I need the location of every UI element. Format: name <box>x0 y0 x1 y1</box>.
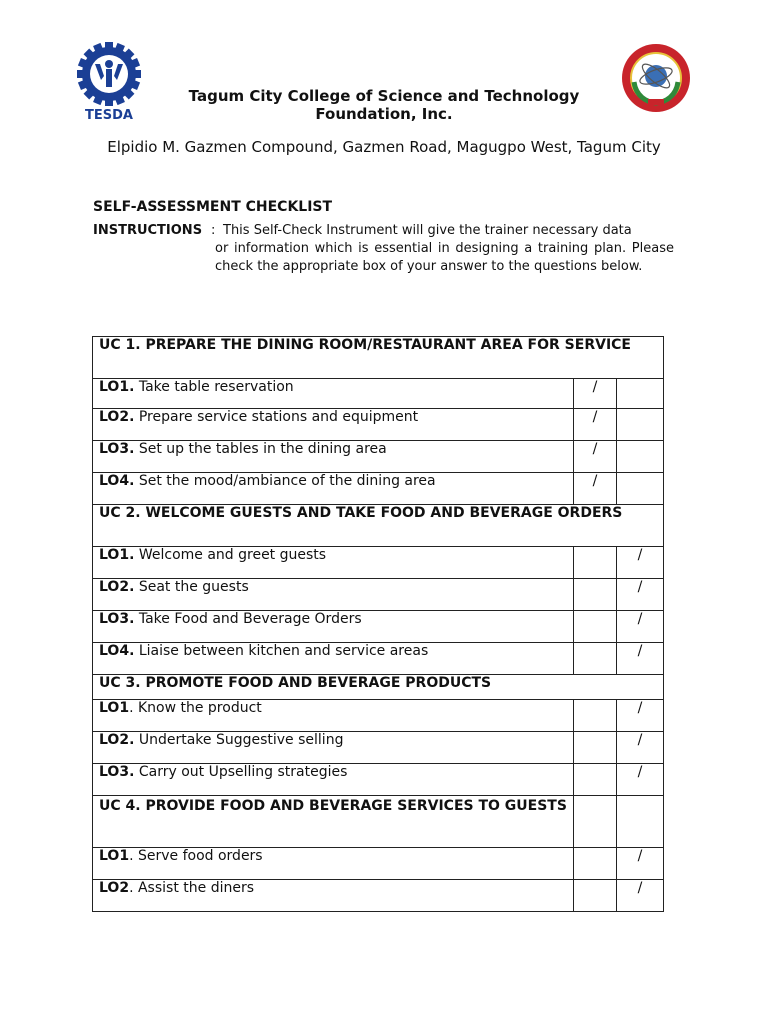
lo-text: Carry out Upselling strategies <box>134 764 348 780</box>
check-box-col2[interactable] <box>617 379 664 409</box>
table-row <box>93 848 664 880</box>
check-box-col1[interactable]: / <box>574 409 617 441</box>
lo-cell <box>93 764 574 796</box>
uc1-title: UC 1. PREPARE THE DINING ROOM/RESTAURANT AREA FOR SERVICE <box>93 337 664 379</box>
lo-text: Take table reservation <box>134 379 294 395</box>
table-row <box>93 547 664 579</box>
tesda-logo-text: TESDA <box>85 108 133 122</box>
lo-cell <box>93 409 574 441</box>
table-row <box>93 409 664 441</box>
lo-cell <box>93 441 574 473</box>
lo-text: Set the mood/ambiance of the dining area <box>134 473 436 489</box>
check-box-col2[interactable]: / <box>617 700 664 732</box>
check-box-col1[interactable] <box>574 643 617 675</box>
college-name-line2: Foundation, Inc. <box>315 105 453 123</box>
instructions-line1: This Self-Check Instrument will give the trainer necessary data <box>223 223 632 238</box>
table-row <box>93 700 664 732</box>
lo-text: Liaise between kitchen and service areas <box>134 643 429 659</box>
lo-cell <box>93 732 574 764</box>
lo-cell <box>93 848 574 880</box>
lo-code: LO4. <box>99 643 135 659</box>
uc-row <box>93 337 664 379</box>
lo-text: . Assist the diners <box>129 880 255 896</box>
check-box-col1[interactable] <box>574 796 617 848</box>
instructions-rest: or information which is essential in designing a training plan. Please check the appropriate box of your answer to the questions below. <box>215 241 674 274</box>
lo-cell <box>93 700 574 732</box>
lo-code: LO1 <box>99 848 130 864</box>
table-row <box>93 880 664 912</box>
table-row <box>93 764 664 796</box>
lo-text: Welcome and greet guests <box>134 547 327 563</box>
lo-text: . Know the product <box>129 700 262 716</box>
table-row <box>93 579 664 611</box>
check-box-col1[interactable] <box>574 732 617 764</box>
check-box-col1[interactable] <box>574 700 617 732</box>
lo-code: LO2 <box>99 880 130 896</box>
check-box-col2[interactable]: / <box>617 643 664 675</box>
check-box-col2[interactable] <box>617 473 664 505</box>
check-box-col2[interactable]: / <box>617 880 664 912</box>
self-assessment-table <box>92 336 664 912</box>
uc-row <box>93 675 664 700</box>
lo-cell <box>93 579 574 611</box>
table-row <box>93 441 664 473</box>
lo-code: LO2. <box>99 409 135 425</box>
uc-row <box>93 505 664 547</box>
college-address: Elpidio M. Gazmen Compound, Gazmen Road, Magugpo West, Tagum City <box>107 138 661 156</box>
check-box-col1[interactable] <box>574 848 617 880</box>
lo-code: LO3. <box>99 441 135 457</box>
tesda-logo <box>74 40 144 122</box>
instructions-colon: : <box>211 223 216 238</box>
uc4-title: UC 4. PROVIDE FOOD AND BEVERAGE SERVICES TO GUESTS <box>93 796 574 848</box>
lo-cell <box>93 643 574 675</box>
lo-code: LO1 <box>99 700 130 716</box>
lo-code: LO1. <box>99 547 135 563</box>
college-seal-logo <box>620 42 692 114</box>
check-box-col1[interactable] <box>574 611 617 643</box>
check-box-col2[interactable]: / <box>617 547 664 579</box>
check-box-col1[interactable] <box>574 579 617 611</box>
table-row <box>93 732 664 764</box>
lo-cell <box>93 379 574 409</box>
uc3-title: UC 3. PROMOTE FOOD AND BEVERAGE PRODUCTS <box>93 675 664 700</box>
check-box-col2[interactable]: / <box>617 611 664 643</box>
check-box-col2[interactable] <box>617 796 664 848</box>
check-box-col1[interactable]: / <box>574 379 617 409</box>
lo-code: LO4. <box>99 473 135 489</box>
instructions-text <box>215 222 674 276</box>
lo-cell <box>93 611 574 643</box>
lo-code: LO2. <box>99 579 135 595</box>
check-box-col2[interactable] <box>617 409 664 441</box>
lo-text: Seat the guests <box>134 579 249 595</box>
lo-code: LO1. <box>99 379 135 395</box>
table-row <box>93 379 664 409</box>
lo-text: Prepare service stations and equipment <box>134 409 419 425</box>
checklist-heading: SELF-ASSESSMENT CHECKLIST <box>93 199 333 215</box>
table-row <box>93 473 664 505</box>
college-name-line1: Tagum City College of Science and Technology <box>188 87 580 105</box>
check-box-col1[interactable] <box>574 880 617 912</box>
lo-cell <box>93 880 574 912</box>
instructions <box>93 222 674 276</box>
check-box-col2[interactable]: / <box>617 579 664 611</box>
check-box-col2[interactable] <box>617 441 664 473</box>
lo-code: LO3. <box>99 611 135 627</box>
uc-row <box>93 796 664 848</box>
check-box-col2[interactable]: / <box>617 764 664 796</box>
check-box-col2[interactable]: / <box>617 848 664 880</box>
check-box-col1[interactable]: / <box>574 473 617 505</box>
college-name <box>150 87 618 123</box>
lo-code: LO2. <box>99 732 135 748</box>
check-box-col1[interactable] <box>574 547 617 579</box>
lo-text: . Serve food orders <box>129 848 263 864</box>
table-row <box>93 643 664 675</box>
table-row <box>93 611 664 643</box>
check-box-col1[interactable]: / <box>574 441 617 473</box>
check-box-col1[interactable] <box>574 764 617 796</box>
uc2-title: UC 2. WELCOME GUESTS AND TAKE FOOD AND BEVERAGE ORDERS <box>93 505 664 547</box>
lo-text: Take Food and Beverage Orders <box>134 611 362 627</box>
instructions-label: INSTRUCTIONS <box>93 223 203 238</box>
lo-cell <box>93 547 574 579</box>
lo-cell <box>93 473 574 505</box>
lo-code: LO3. <box>99 764 135 780</box>
lo-text: Undertake Suggestive selling <box>134 732 344 748</box>
lo-text: Set up the tables in the dining area <box>134 441 387 457</box>
check-box-col2[interactable]: / <box>617 732 664 764</box>
